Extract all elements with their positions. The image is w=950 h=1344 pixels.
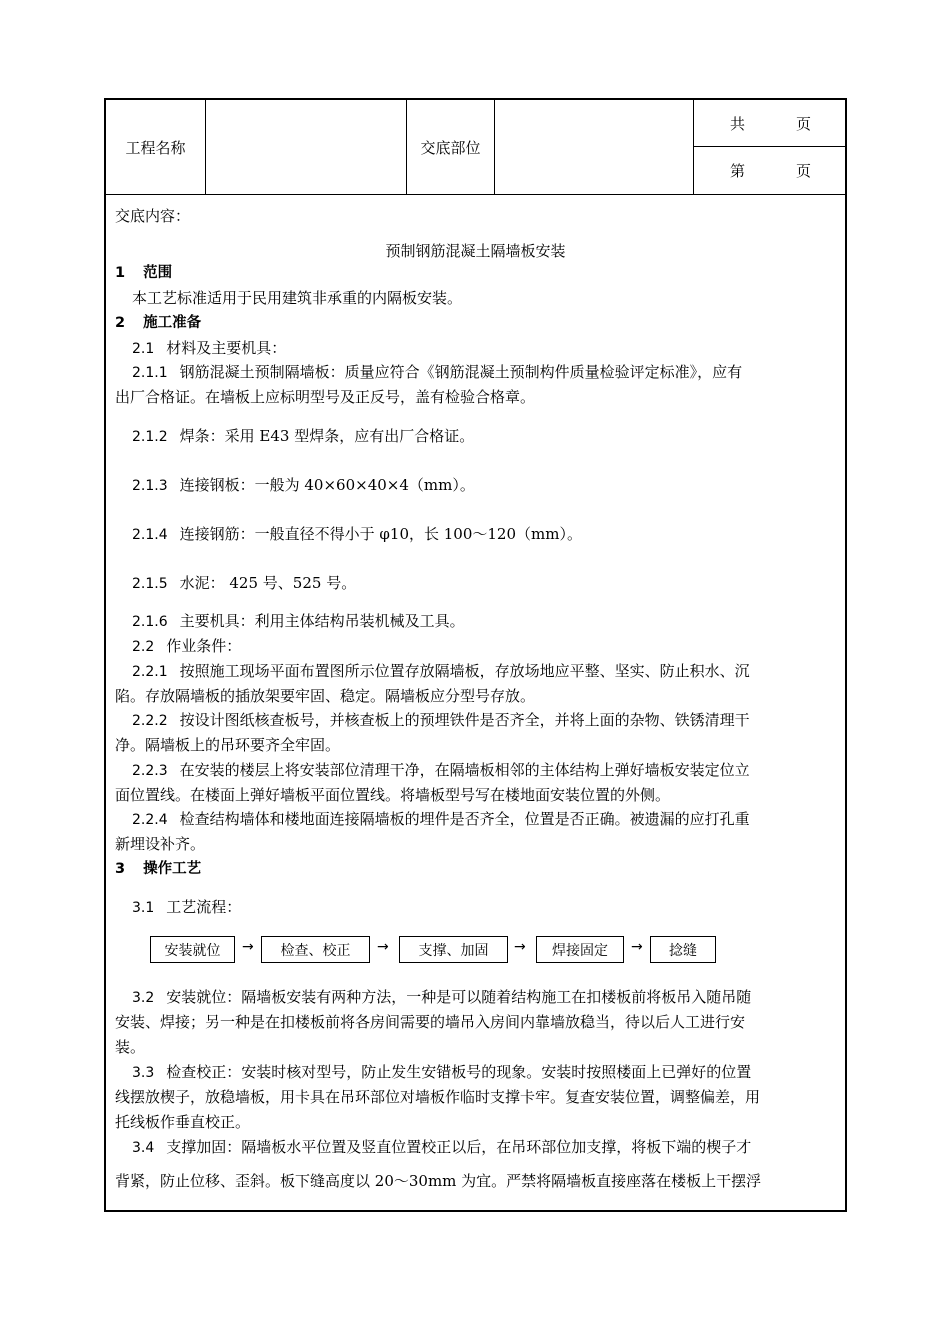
section-3-heading: 3 操作工艺 bbox=[115, 861, 202, 877]
section-3-4-line1: 3.4 支撑加固：隔墙板水平位置及竖直位置校正以后，在吊环部位加支撑，将板下端的楔子才 bbox=[132, 1138, 752, 1156]
location-value[interactable] bbox=[495, 100, 694, 194]
section-2-2-1-line2: 陷。存放隔墙板的插放架要牢固、稳定。隔墙板应分型号存放。 bbox=[115, 687, 536, 705]
flow-arrow-icon: → bbox=[631, 939, 643, 955]
project-name-value[interactable] bbox=[206, 100, 406, 194]
section-2-2: 2.2 作业条件： bbox=[132, 637, 242, 655]
flow-step-5: 捻缝 bbox=[650, 936, 716, 963]
header-table bbox=[106, 100, 845, 195]
section-2-1-1-line1: 2.1.1 钢筋混凝土预制隔墙板：质量应符合《钢筋混凝土预制构件质量检验评定标准》，应有 bbox=[132, 363, 743, 381]
location-label: 交底部位 bbox=[420, 138, 481, 157]
section-2-2-3-line1: 2.2.3 在安装的楼层上将安装部位清理干净，在隔墙板相邻的主体结构上弹好墙板安装定位立 bbox=[132, 761, 750, 779]
project-name-label: 工程名称 bbox=[125, 138, 186, 157]
document-title: 预制钢筋混凝土隔墙板安装 bbox=[385, 242, 566, 260]
section-3-2-line1: 3.2 安装就位：隔墙板安装有两种方法，一种是可以随着结构施工在扣楼板前将板吊入随吊随 bbox=[132, 988, 752, 1006]
flow-step-3: 支撑、加固 bbox=[399, 936, 508, 963]
section-3-3-line1: 3.3 检查校正：安装时核对型号，防止发生安错板号的现象。安装时按照楼面上已弹好的位置 bbox=[132, 1063, 752, 1081]
section-2-1-5: 2.1.5 水泥： 425 号、525 号。 bbox=[132, 574, 357, 592]
section-2-1: 2.1 材料及主要机具： bbox=[132, 339, 287, 357]
section-2-2-4-line1: 2.2.4 检查结构墙体和楼地面连接隔墙板的埋件是否齐全，位置是否正确。被遗漏的应打孔重 bbox=[132, 810, 750, 828]
section-3-1: 3.1 工艺流程： bbox=[132, 898, 242, 916]
section-2-1-1-line2: 出厂合格证。在墙板上应标明型号及正反号，盖有检验合格章。 bbox=[115, 388, 536, 406]
section-2-1-6: 2.1.6 主要机具：利用主体结构吊装机械及工具。 bbox=[132, 612, 465, 630]
total-pages-cell: 共 页 bbox=[730, 115, 812, 133]
flow-step-2: 检查、校正 bbox=[261, 936, 370, 963]
section-3-3-line3: 托线板作垂直校正。 bbox=[115, 1113, 251, 1131]
section-3-3-line2: 线摆放楔子，放稳墙板，用卡具在吊环部位对墙板作临时支撑卡牢。复查安装位置，调整偏差，用 bbox=[115, 1088, 761, 1106]
flow-step-4: 焊接固定 bbox=[536, 936, 624, 963]
section-2-2-4-line2: 新埋设补齐。 bbox=[115, 835, 206, 853]
section-2-heading: 2 施工准备 bbox=[115, 315, 202, 331]
section-2-1-2: 2.1.2 焊条：采用 E43 型焊条，应有出厂合格证。 bbox=[132, 427, 475, 445]
section-1-heading: 1 范围 bbox=[115, 265, 173, 281]
flow-arrow-icon: → bbox=[377, 939, 389, 955]
section-3-4-line2: 背紧，防止位移、歪斜。板下缝高度以 20～30mm 为宜。严禁将隔墙板直接座落在楼板上干摆浮 bbox=[115, 1172, 762, 1190]
section-3-2-line2: 安装、焊接；另一种是在扣楼板前将各房间需要的墙吊入房间内靠墙放稳当，待以后人工进行安 bbox=[115, 1013, 746, 1031]
section-2-2-2-line2: 净。隔墙板上的吊环要齐全牢固。 bbox=[115, 736, 341, 754]
flow-arrow-icon: → bbox=[514, 939, 526, 955]
section-3-2-line3: 装。 bbox=[115, 1038, 146, 1056]
section-2-2-1-line1: 2.2.1 按照施工现场平面布置图所示位置存放隔墙板，存放场地应平整、坚实、防止积水、沉 bbox=[132, 662, 750, 680]
section-2-2-2-line1: 2.2.2 按设计图纸核查板号，并核查板上的预埋铁件是否齐全，并将上面的杂物、铁锈清理干 bbox=[132, 711, 750, 729]
section-2-1-4: 2.1.4 连接钢筋：一般直径不得小于 φ10，长 100～120（mm）。 bbox=[132, 525, 582, 543]
section-1-text: 本工艺标准适用于民用建筑非承重的内隔板安装。 bbox=[132, 289, 463, 307]
section-2-1-3: 2.1.3 连接钢板：一般为 40×60×40×4（mm）。 bbox=[132, 476, 475, 494]
page-number-cell: 第 页 bbox=[730, 162, 812, 180]
flow-step-1: 安装就位 bbox=[150, 936, 235, 963]
flow-arrow-icon: → bbox=[242, 939, 254, 955]
document-frame bbox=[104, 98, 847, 1212]
content-intro: 交底内容： bbox=[115, 207, 191, 225]
section-2-2-3-line2: 面位置线。在楼面上弹好墙板平面位置线。将墙板型号写在楼地面安装位置的外侧。 bbox=[115, 786, 671, 804]
